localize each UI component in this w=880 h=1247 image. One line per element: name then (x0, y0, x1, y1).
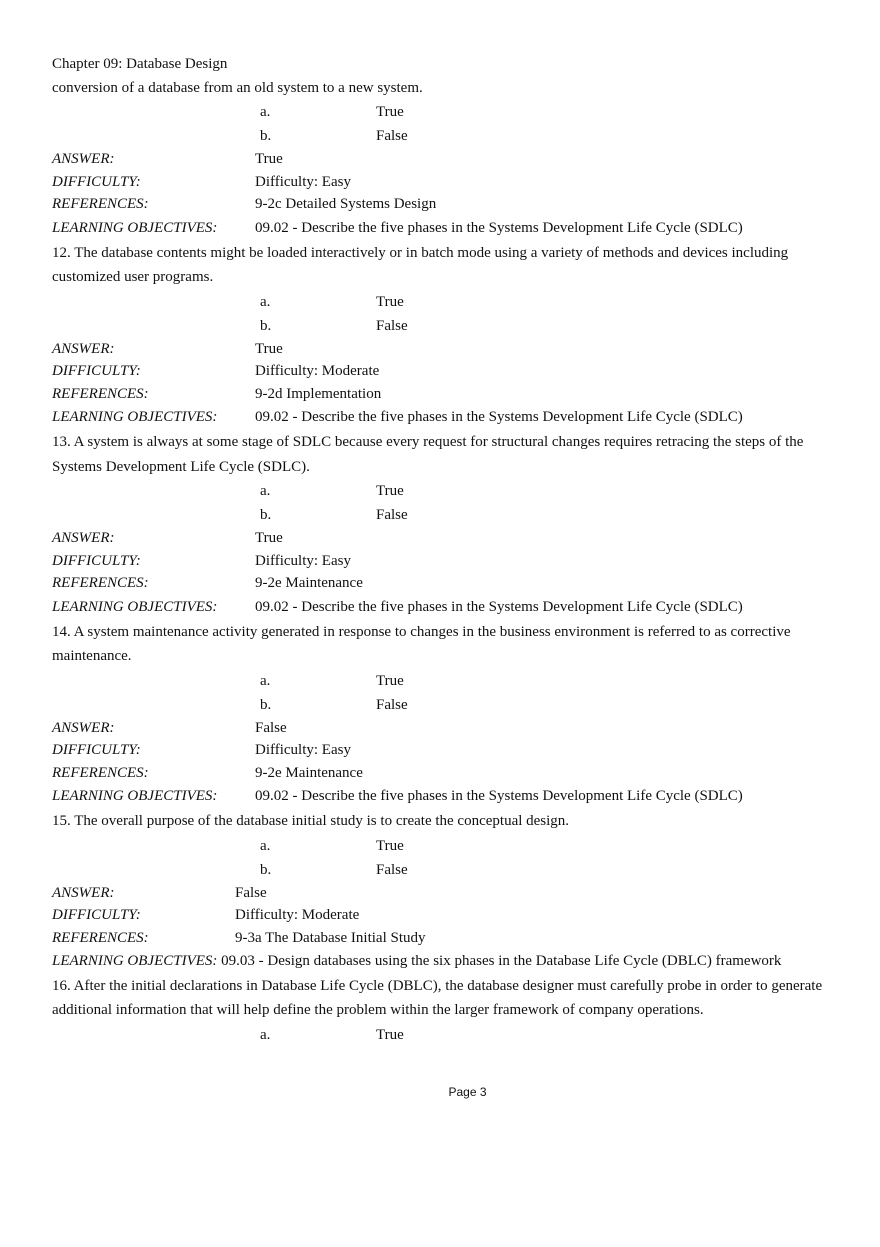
learning-objectives-label: LEARNING OBJECTIVES: (52, 953, 218, 969)
option-value: True (376, 483, 404, 499)
references-value: 9-2c Detailed Systems Design (255, 196, 437, 212)
answer-label: ANSWER: (52, 151, 115, 167)
difficulty-label: DIFFICULTY: (52, 742, 141, 758)
answer-label: ANSWER: (52, 719, 115, 736)
option-value: False (376, 317, 408, 334)
option-value: False (376, 861, 408, 878)
option-value: False (376, 507, 408, 523)
option-letter: a. (260, 1026, 271, 1043)
option-value: True (376, 1026, 404, 1043)
option-letter: a. (260, 837, 271, 854)
q14-option-a (52, 669, 842, 693)
q13-option-a (52, 479, 842, 503)
difficulty-label: DIFFICULTY: (52, 363, 141, 379)
difficulty-value: Difficulty: Easy (255, 173, 351, 190)
q15-learning-objectives (52, 949, 842, 974)
difficulty-value: Difficulty: Easy (255, 552, 351, 569)
q12-option-b (52, 314, 842, 338)
q16-option-a (52, 1023, 842, 1047)
answer-value: True (255, 151, 283, 167)
learning-objectives-value: 09.02 - Describe the five phases in the Systems Development Life Cycle (SDLC) (255, 788, 743, 804)
difficulty-value: Difficulty: Easy (255, 742, 351, 758)
q11-option-a (52, 100, 842, 124)
q15-option-a (52, 834, 842, 858)
q15-references (52, 927, 842, 950)
question-16-text: 16. After the initial declarations in Database Life Cycle (DBLC), the database designer must carefully probe in order to generate additional information that will help define the problem within the larger framework of company operations. (52, 977, 823, 1018)
option-value: False (376, 128, 408, 144)
option-letter: b. (260, 317, 272, 334)
learning-objectives-label: LEARNING OBJECTIVES: (52, 409, 218, 425)
learning-objectives-value: 09.03 - Design databases using the six phases in the Database Life Cycle (DBLC) framework (221, 953, 782, 969)
question-15-text: 15. The overall purpose of the database initial study is to create the conceptual design. (52, 813, 570, 829)
question-13-text: 13. A system is always at some stage of SDLC because every request for structural changes requires retracing the steps of the Systems Development Life Cycle (SDLC). (52, 434, 804, 475)
difficulty-label: DIFFICULTY: (52, 173, 141, 190)
answer-label: ANSWER: (52, 340, 115, 357)
q11-learning-objectives (52, 216, 842, 241)
q14-learning-objectives (52, 784, 842, 809)
q12-answer (52, 338, 842, 361)
question-11-continuation: conversion of a database from an old system to a new system. (52, 80, 423, 96)
q13-answer (52, 527, 842, 550)
question-12-text: 12. The database contents might be loaded interactively or in batch mode using a variety of methods and devices including customized user programs. (52, 244, 789, 285)
q14-references (52, 762, 842, 785)
option-letter: b. (260, 128, 272, 144)
references-value: 9-2e Maintenance (255, 575, 363, 591)
option-letter: a. (260, 483, 271, 499)
answer-value: True (255, 530, 283, 546)
option-letter: a. (260, 293, 271, 310)
q11-answer (52, 148, 842, 171)
q15-answer (52, 882, 842, 905)
q13-learning-objectives (52, 595, 842, 620)
q14-answer (52, 717, 842, 740)
q11-difficulty (52, 171, 842, 194)
chapter-heading: Chapter 09: Database Design (52, 56, 228, 72)
references-value: 9-2d Implementation (255, 385, 382, 402)
references-label: REFERENCES: (52, 575, 149, 591)
references-label: REFERENCES: (52, 764, 149, 781)
option-letter: a. (260, 672, 271, 689)
learning-objectives-label: LEARNING OBJECTIVES: (52, 598, 218, 615)
q14-option-b (52, 693, 842, 717)
option-letter: a. (260, 104, 271, 120)
learning-objectives-value: 09.02 - Describe the five phases in the Systems Development Life Cycle (SDLC) (255, 409, 743, 425)
answer-label: ANSWER: (52, 884, 115, 901)
references-label: REFERENCES: (52, 385, 149, 402)
option-value: True (376, 293, 404, 310)
q15-difficulty (52, 904, 842, 927)
difficulty-value: Difficulty: Moderate (255, 363, 380, 379)
references-label: REFERENCES: (52, 196, 149, 212)
option-letter: b. (260, 507, 272, 523)
q12-learning-objectives (52, 405, 842, 430)
page-number: Page 3 (448, 1085, 487, 1099)
q13-option-b (52, 503, 842, 527)
q14-difficulty (52, 739, 842, 762)
difficulty-value: Difficulty: Moderate (235, 907, 360, 923)
answer-label: ANSWER: (52, 530, 115, 546)
references-value: 9-2e Maintenance (255, 764, 363, 781)
difficulty-label: DIFFICULTY: (52, 907, 141, 923)
answer-value: False (255, 719, 287, 736)
option-letter: b. (260, 696, 272, 713)
references-value: 9-3a The Database Initial Study (235, 929, 426, 946)
q11-option-b (52, 124, 842, 148)
option-value: True (376, 672, 404, 689)
option-letter: b. (260, 861, 272, 878)
q13-references (52, 572, 842, 595)
q12-difficulty (52, 360, 842, 383)
q15-option-b (52, 858, 842, 882)
q13-difficulty (52, 550, 842, 573)
q12-option-a (52, 290, 842, 314)
option-value: True (376, 837, 404, 854)
q11-references (52, 193, 842, 216)
answer-value: True (255, 340, 283, 357)
question-14-text: 14. A system maintenance activity generated in response to changes in the business environment is referred to as corrective maintenance. (52, 623, 791, 664)
answer-value: False (235, 884, 267, 901)
learning-objectives-value: 09.02 - Describe the five phases in the Systems Development Life Cycle (SDLC) (255, 219, 743, 236)
document-page (52, 52, 842, 1047)
option-value: True (376, 104, 404, 120)
learning-objectives-value: 09.02 - Describe the five phases in the Systems Development Life Cycle (SDLC) (255, 598, 743, 615)
difficulty-label: DIFFICULTY: (52, 552, 141, 569)
option-value: False (376, 696, 408, 713)
learning-objectives-label: LEARNING OBJECTIVES: (52, 219, 218, 236)
learning-objectives-label: LEARNING OBJECTIVES: (52, 788, 218, 804)
references-label: REFERENCES: (52, 929, 149, 946)
q12-references (52, 383, 842, 406)
